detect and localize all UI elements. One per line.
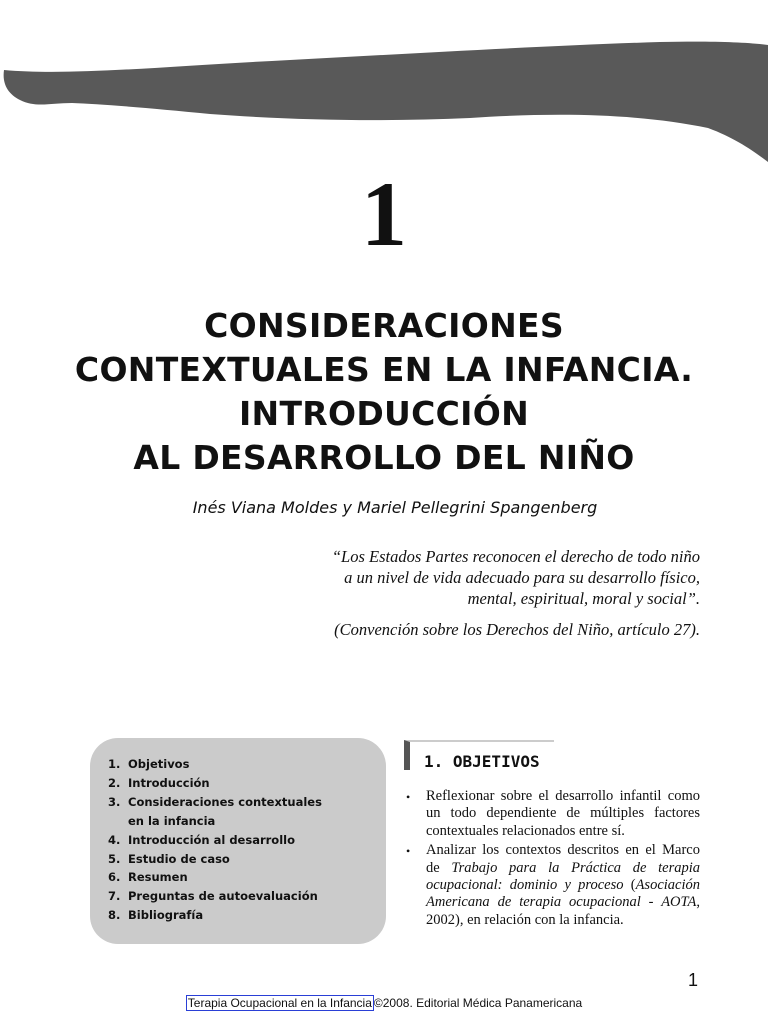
footer-copyright	[0, 996, 768, 1010]
objective-text-part: , 2002), en relación con la infancia.	[426, 894, 700, 928]
contents-item-label: Objetivos	[128, 757, 190, 771]
contents-item-number: 7.	[108, 889, 121, 904]
contents-item-number: 1.	[108, 757, 121, 771]
chapter-title	[40, 304, 728, 480]
objective-item	[406, 788, 700, 840]
chapter-title-line: AL DESARROLLO DEL NIÑO	[133, 438, 635, 477]
chapter-contents-box	[90, 738, 386, 944]
contents-item-number: 8.	[108, 908, 121, 923]
contents-item	[108, 906, 386, 925]
contents-item-label: Estudio de caso	[128, 851, 230, 866]
epigraph-quote	[230, 546, 700, 609]
footer-copyright-text: ©2008. Editorial Médica Panamericana	[373, 996, 583, 1010]
contents-item	[108, 755, 386, 774]
page-number: 1	[688, 970, 699, 990]
contents-list	[90, 738, 386, 925]
contents-item	[108, 868, 386, 887]
contents-item	[108, 887, 386, 906]
header-swoosh-decoration	[0, 0, 768, 170]
contents-item-number: 6.	[108, 870, 121, 885]
epigraph-source: (Convención sobre los Derechos del Niño, artículo 27).	[334, 620, 700, 639]
objective-text: Reflexionar sobre el desarrollo infantil como un todo dependiente de múltiples factores contextuales relacionados entre sí.	[426, 788, 700, 839]
epigraph-line: mental, espiritual, moral y social”.	[467, 589, 700, 608]
epigraph-line: “Los Estados Partes reconocen el derecho de todo niño	[331, 547, 700, 566]
footer-book-link[interactable]: Terapia Ocupacional en la Infancia	[187, 996, 372, 1010]
contents-item-label: Introducción	[128, 775, 210, 790]
contents-item-number: 3.	[108, 794, 121, 809]
chapter-authors: Inés Viana Moldes y Mariel Pellegrini Spangenberg	[192, 498, 598, 517]
framework-title: Trabajo para la Práctica de terapia ocupacional: dominio y proceso	[426, 859, 701, 894]
objectives-list	[406, 788, 700, 931]
contents-item-label: Preguntas de autoevaluación	[128, 889, 318, 904]
chapter-number: 1	[361, 163, 407, 265]
objective-text-part: (	[623, 877, 636, 894]
objectives-heading: 1. OBJETIVOS	[404, 740, 554, 770]
contents-item-label: Consideraciones contextuales en la infancia	[128, 794, 322, 828]
objective-text-part: Analizar los contextos descritos en el Marco de	[426, 842, 700, 876]
association-name: Asociación Americana de terapia ocupacional - AOTA	[426, 877, 700, 911]
chapter-title-line: CONSIDERACIONES	[204, 306, 564, 345]
contents-item	[108, 774, 386, 793]
contents-item	[108, 850, 386, 869]
contents-item-label: Resumen	[128, 870, 188, 885]
objective-item	[406, 842, 700, 929]
chapter-title-line: CONTEXTUALES EN LA INFANCIA.	[74, 350, 694, 389]
bullet-icon: •	[406, 844, 411, 859]
contents-item	[108, 793, 386, 831]
contents-item	[108, 831, 386, 850]
objective-text	[426, 842, 700, 929]
contents-item-label: Introducción al desarrollo	[128, 832, 295, 847]
contents-item-number: 5.	[108, 851, 121, 866]
chapter-title-line: INTRODUCCIÓN	[238, 394, 530, 433]
contents-item-label: Bibliografía	[128, 908, 204, 923]
bullet-icon: •	[406, 790, 411, 804]
epigraph-line: a un nivel de vida adecuado para su desarrollo físico,	[344, 568, 700, 587]
contents-item-number: 4.	[108, 832, 121, 847]
contents-item-number: 2.	[108, 775, 121, 790]
